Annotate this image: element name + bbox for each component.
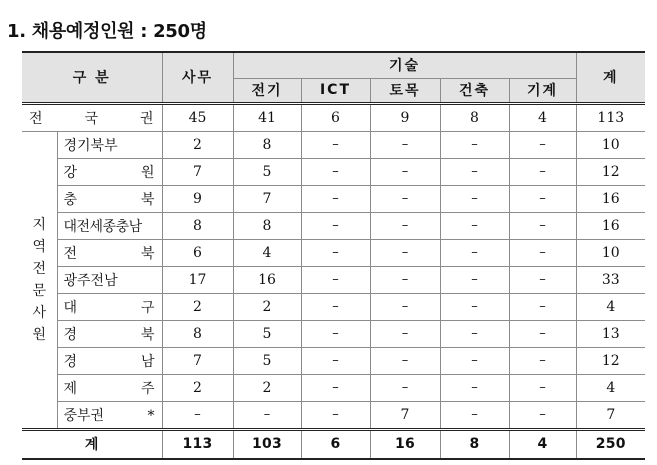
cell: 17 — [162, 266, 233, 293]
cell: – — [301, 185, 370, 212]
cell: 8 — [233, 212, 301, 239]
cell: – — [440, 239, 509, 266]
row-label: 충 북 — [57, 185, 162, 212]
cell: – — [440, 374, 509, 401]
cell: – — [440, 401, 509, 429]
cell: 2 — [233, 374, 301, 401]
cell: – — [509, 131, 576, 158]
cell: – — [509, 266, 576, 293]
cell: 5 — [233, 347, 301, 374]
header-electric: 전기 — [233, 78, 301, 103]
table-row — [22, 158, 645, 185]
row-label: 경 북 — [57, 320, 162, 347]
cell: – — [301, 239, 370, 266]
cell: 8 — [162, 212, 233, 239]
cell: 10 — [576, 239, 645, 266]
total-row — [22, 429, 645, 459]
national-label: 전 국 권 — [22, 103, 162, 131]
cell: 2 — [162, 131, 233, 158]
table-row — [22, 347, 645, 374]
table-row — [22, 239, 645, 266]
cell: – — [370, 347, 440, 374]
table-row — [22, 185, 645, 212]
cell: 7 — [370, 401, 440, 429]
hiring-table — [22, 51, 645, 460]
cell: 6 — [162, 239, 233, 266]
cell: – — [370, 158, 440, 185]
cell: – — [162, 401, 233, 429]
cell: – — [509, 239, 576, 266]
cell: 7 — [162, 158, 233, 185]
cell: – — [509, 293, 576, 320]
cell: – — [440, 347, 509, 374]
cell: 33 — [576, 266, 645, 293]
cell: – — [301, 158, 370, 185]
table-row — [22, 266, 645, 293]
cell: 41 — [233, 103, 301, 131]
header-architecture: 건축 — [440, 78, 509, 103]
cell: – — [370, 131, 440, 158]
cell: – — [301, 401, 370, 429]
cell: – — [370, 293, 440, 320]
cell: 103 — [233, 429, 301, 459]
cell: 12 — [576, 347, 645, 374]
cell: – — [370, 239, 440, 266]
cell: 10 — [576, 131, 645, 158]
table-row — [22, 320, 645, 347]
cell: 113 — [576, 103, 645, 131]
header-ict: ICT — [301, 78, 370, 103]
cell: – — [509, 347, 576, 374]
header-office: 사무 — [162, 52, 233, 103]
row-label: 광주전남 — [57, 266, 162, 293]
cell: – — [509, 374, 576, 401]
cell: – — [509, 158, 576, 185]
row-label: 제 주 — [57, 374, 162, 401]
cell: – — [301, 374, 370, 401]
cell: 8 — [440, 429, 509, 459]
header-mechanical: 기계 — [509, 78, 576, 103]
cell: – — [301, 347, 370, 374]
cell: – — [301, 131, 370, 158]
national-row — [22, 103, 645, 131]
cell: – — [301, 293, 370, 320]
cell: 4 — [233, 239, 301, 266]
cell: 16 — [576, 185, 645, 212]
row-label: 대전세종충남 — [57, 212, 162, 239]
row-label: 중부권 * — [57, 401, 162, 429]
cell: 16 — [576, 212, 645, 239]
header-civil: 토목 — [370, 78, 440, 103]
cell: 2 — [233, 293, 301, 320]
cell: 6 — [301, 429, 370, 459]
cell: 9 — [162, 185, 233, 212]
cell: – — [509, 212, 576, 239]
cell: 16 — [233, 266, 301, 293]
cell: 4 — [576, 293, 645, 320]
cell: 12 — [576, 158, 645, 185]
cell: – — [440, 185, 509, 212]
cell: 4 — [509, 103, 576, 131]
cell: – — [370, 185, 440, 212]
table-row — [22, 293, 645, 320]
cell: 8 — [440, 103, 509, 131]
header-technical: 기술 — [233, 52, 576, 78]
cell: – — [370, 374, 440, 401]
cell: – — [301, 212, 370, 239]
cell: 13 — [576, 320, 645, 347]
cell: 8 — [162, 320, 233, 347]
cell: – — [301, 320, 370, 347]
row-label: 경 남 — [57, 347, 162, 374]
cell: 7 — [576, 401, 645, 429]
cell: 9 — [370, 103, 440, 131]
cell: 113 — [162, 429, 233, 459]
row-label: 경기북부 — [57, 131, 162, 158]
cell: – — [233, 401, 301, 429]
cell: – — [440, 293, 509, 320]
cell: – — [440, 158, 509, 185]
header-category: 구 분 — [22, 52, 162, 103]
regional-group-label: 지역전문사원 — [22, 131, 57, 429]
cell: 2 — [162, 293, 233, 320]
row-label: 강 원 — [57, 158, 162, 185]
table-row — [22, 374, 645, 401]
cell: – — [440, 320, 509, 347]
cell: 5 — [233, 320, 301, 347]
cell: – — [370, 320, 440, 347]
cell: – — [370, 212, 440, 239]
cell: – — [509, 320, 576, 347]
table-row — [22, 401, 645, 429]
cell: 6 — [301, 103, 370, 131]
cell: – — [440, 212, 509, 239]
cell: 4 — [509, 429, 576, 459]
cell: – — [301, 266, 370, 293]
table-row — [22, 131, 645, 158]
cell: 8 — [233, 131, 301, 158]
total-label: 계 — [22, 429, 162, 459]
cell: – — [370, 266, 440, 293]
header-total: 계 — [576, 52, 645, 103]
row-label: 대 구 — [57, 293, 162, 320]
cell: 7 — [162, 347, 233, 374]
page-title: 1. 채용예정인원 : 250명 — [7, 21, 207, 42]
cell: 2 — [162, 374, 233, 401]
cell: – — [509, 401, 576, 429]
row-label: 전 북 — [57, 239, 162, 266]
cell: – — [440, 131, 509, 158]
cell: 4 — [576, 374, 645, 401]
cell: 5 — [233, 158, 301, 185]
cell: – — [440, 266, 509, 293]
table-row — [22, 212, 645, 239]
cell: 7 — [233, 185, 301, 212]
cell: 16 — [370, 429, 440, 459]
cell: 250 — [576, 429, 645, 459]
cell: 45 — [162, 103, 233, 131]
cell: – — [509, 185, 576, 212]
